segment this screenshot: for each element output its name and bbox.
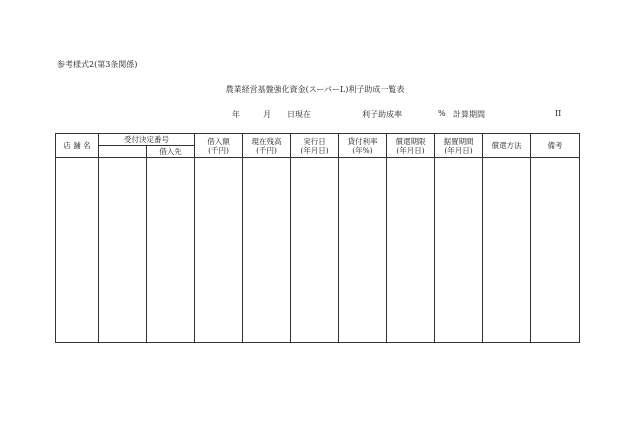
grace-period-label: 据置期間: [443, 136, 474, 146]
reference-label: 参考様式2(第3条関係): [57, 60, 138, 69]
header-store-name: 店 舗 名: [56, 134, 99, 158]
header-repayment-deadline: [387, 134, 435, 158]
roman-two-label: II: [555, 109, 562, 118]
cell-grace-period[interactable]: [435, 158, 483, 343]
year-label: 年: [232, 110, 240, 119]
header-lending-rate: [339, 134, 387, 158]
header-loan-amount: [195, 134, 243, 158]
cell-borrower[interactable]: [147, 158, 195, 343]
header-current-balance: [243, 134, 291, 158]
repayment-deadline-unit: (年月日): [396, 145, 425, 155]
current-balance-unit: (千円): [256, 145, 277, 155]
repayment-deadline-label: 償還期限: [395, 136, 426, 146]
header-acceptance-blank: [99, 146, 147, 158]
cell-store-name[interactable]: [56, 158, 99, 343]
execution-date-unit: (年月日): [300, 145, 329, 155]
header-acceptance-number: 受付決定番号: [99, 134, 195, 146]
month-label: 月: [263, 110, 271, 119]
header-borrower: 借入先: [147, 146, 195, 158]
lending-rate-label: 貸付利率: [347, 136, 378, 146]
cell-remarks[interactable]: [531, 158, 580, 343]
day-current-label: 日現在: [287, 110, 311, 119]
header-remarks: 備考: [531, 134, 580, 158]
percent-label: %: [438, 109, 446, 118]
lending-rate-unit: (年%): [352, 145, 373, 155]
calc-period-label: 計算期間: [453, 110, 485, 119]
document-title: 農業経営基盤強化資金(スーパーL)利子助成一覧表: [225, 85, 405, 94]
current-balance-label: 現在残高: [251, 136, 282, 146]
interest-rate-label: 利子助成率: [362, 110, 402, 119]
cell-repayment-method[interactable]: [483, 158, 531, 343]
header-execution-date: [291, 134, 339, 158]
loan-amount-label: 借入額: [207, 136, 230, 146]
cell-lending-rate[interactable]: [339, 158, 387, 343]
subsidy-table: [55, 133, 580, 343]
cell-current-balance[interactable]: [243, 158, 291, 343]
cell-loan-amount[interactable]: [195, 158, 243, 343]
header-grace-period: [435, 134, 483, 158]
cell-repayment-deadline[interactable]: [387, 158, 435, 343]
grace-period-unit: (年月日): [444, 145, 473, 155]
cell-acceptance-number[interactable]: [99, 158, 147, 343]
loan-amount-unit: (千円): [208, 145, 229, 155]
header-repayment-method: 償還方法: [483, 134, 531, 158]
cell-execution-date[interactable]: [291, 158, 339, 343]
execution-date-label: 実行日: [303, 136, 326, 146]
